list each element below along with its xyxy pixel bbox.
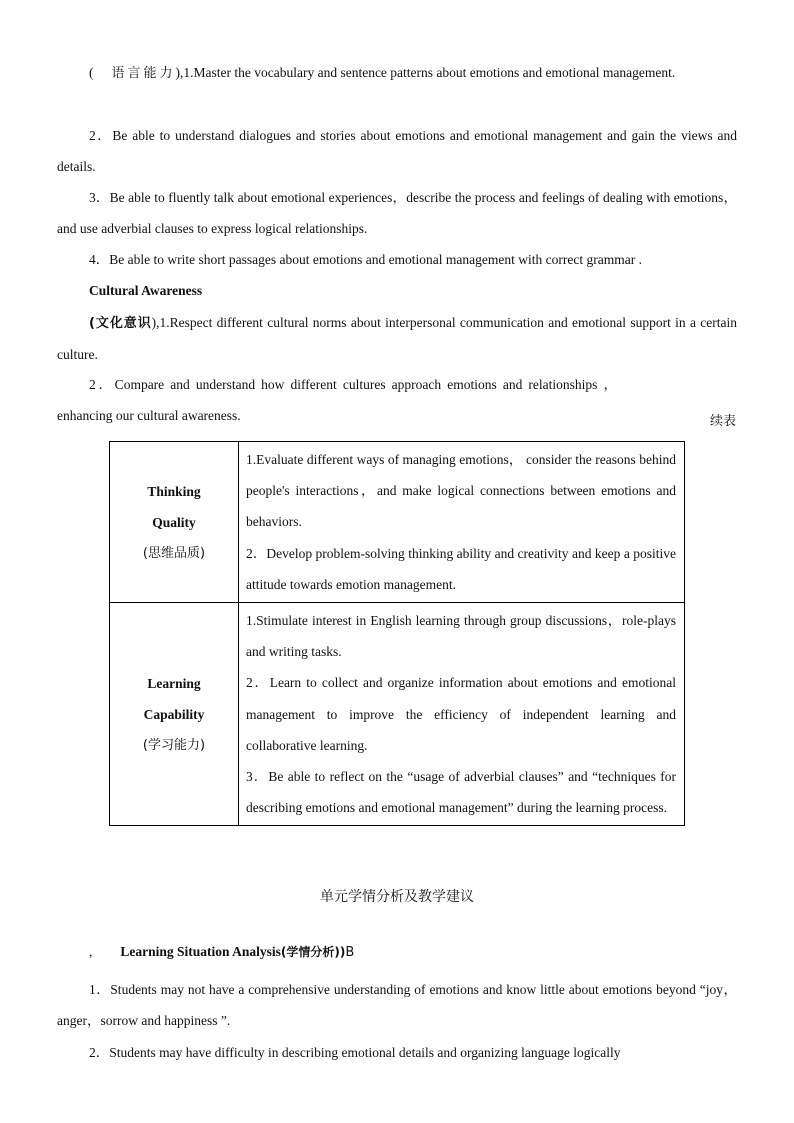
analysis-1: 1．Students may not have a comprehensive understanding of emotions and know little about emotions beyond “joy，anger，sorrow and happiness ”. [57, 982, 737, 1028]
cultural-awareness-heading: Cultural Awareness [89, 283, 203, 298]
learning-situation-title: Learning Situation Analysis [120, 944, 281, 959]
thinking-quality-header: Thinking Quality (思维品质) [110, 442, 239, 603]
section-title: 单元学情分析及教学建议 [320, 889, 474, 905]
objectives-table [109, 441, 685, 826]
cultural-item-2: 2．Compare and understand how different cultures approach emotions and relationships ，enhancing our cultural awareness. [57, 377, 617, 423]
analysis-2: 2．Students may have difficulty in describing emotional details and organizing language logically [89, 1045, 621, 1060]
list-item: 2．Learn to collect and organize information about emotions and emotional management to improve the efficiency of independent learning and collaborative learning. [246, 675, 676, 753]
objective-4: 4．Be able to write short passages about emotions and emotional management with correct grammar . [89, 252, 642, 267]
para1-prefix: ( [89, 65, 94, 80]
cultural-awareness-paragraph [57, 307, 737, 370]
para1-text: ),1.Master the vocabulary and sentence patterns about emotions and emotional management. [175, 65, 676, 80]
learning-situation-heading: , Learning Situation Analysis(学情分析))B [89, 944, 355, 960]
language-ability-paragraph [57, 57, 737, 89]
cultural-text: ),1.Respect different cultural norms about interpersonal communication and emotional support in a certain culture. [57, 315, 737, 362]
cultural-awareness-label: (文化意识 [89, 316, 152, 331]
table-row [110, 603, 685, 826]
list-item: 1.Evaluate different ways of managing emotions， consider the reasons behind people's interactions，and make logical connections between emotions and behaviors. [246, 452, 676, 530]
list-item: 3．Be able to reflect on the “usage of adverbial clauses” and “techniques for describing emotions and emotional management” during the learning process. [246, 769, 676, 816]
list-item: 1.Stimulate interest in English learning through group discussions，role-plays and writing tasks. [246, 613, 676, 660]
continued-label: 续表 [709, 414, 736, 429]
objective-2: 2．Be able to understand dialogues and stories about emotions and emotional management and gain the views and details. [57, 128, 737, 174]
learning-capability-content [239, 603, 685, 826]
language-ability-label: 语言能力 [111, 66, 176, 81]
list-item: 2．Develop problem-solving thinking ability and creativity and keep a positive attitude towards emotion management. [246, 545, 676, 592]
table-row [110, 442, 685, 603]
thinking-quality-content [239, 442, 685, 603]
objective-3: 3．Be able to fluently talk about emotional experiences，describe the process and feelings of dealing with emotions， and use adverbial clauses to express logical relationships. [57, 190, 737, 236]
learning-capability-header: Learning Capability (学习能力) [110, 603, 239, 826]
